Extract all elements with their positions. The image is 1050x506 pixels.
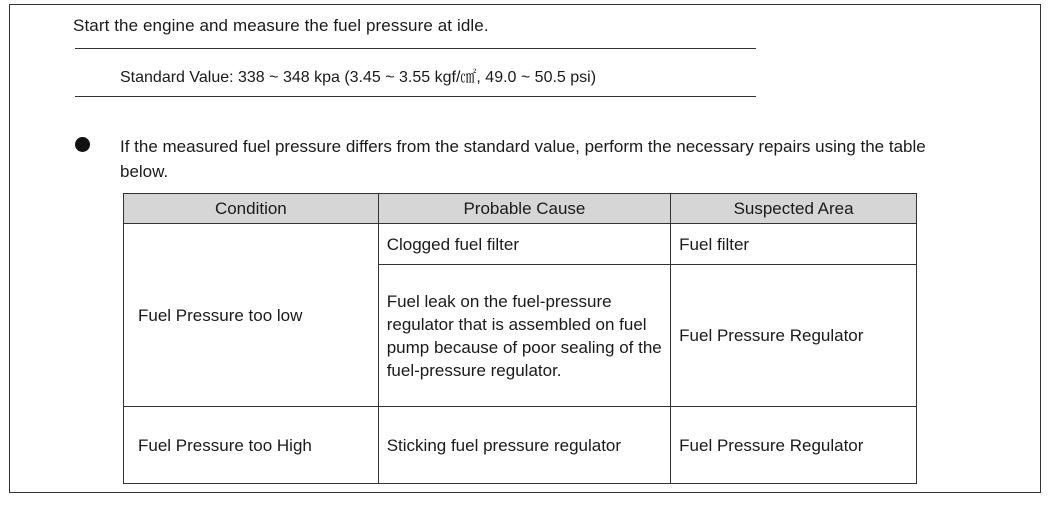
header-condition: Condition [124,194,379,224]
top-rule [75,48,756,49]
standard-value: Standard Value: 338 ~ 348 kpa (3.45 ~ 3.55 kgf/㎠, 49.0 ~ 50.5 psi) [120,69,597,86]
intro-instruction: Start the engine and measure the fuel pressure at idle. [73,16,489,35]
cause-cell: Sticking fuel pressure regulator [378,407,670,484]
troubleshooting-table [123,193,917,484]
condition-cell: Fuel Pressure too low [124,224,379,407]
area-cell: Fuel filter [671,224,917,265]
bullet-icon [75,137,90,152]
table-row [124,224,917,265]
table-row [124,407,917,484]
area-cell: Fuel Pressure Regulator [671,265,917,407]
cause-cell: Fuel leak on the fuel-pressure regulator that is assembled on fuel pump because of poor sealing of the fuel-pressure regulator. [378,265,670,407]
header-probable-cause: Probable Cause [378,194,670,224]
table-header-row [124,194,917,224]
condition-cell: Fuel Pressure too High [124,407,379,484]
bullet-note: If the measured fuel pressure differs from the standard value, perform the necessary repairs using the table below. [120,137,926,181]
cause-cell: Clogged fuel filter [378,224,670,265]
bottom-rule [75,96,756,97]
area-cell: Fuel Pressure Regulator [671,407,917,484]
header-suspected-area: Suspected Area [671,194,917,224]
